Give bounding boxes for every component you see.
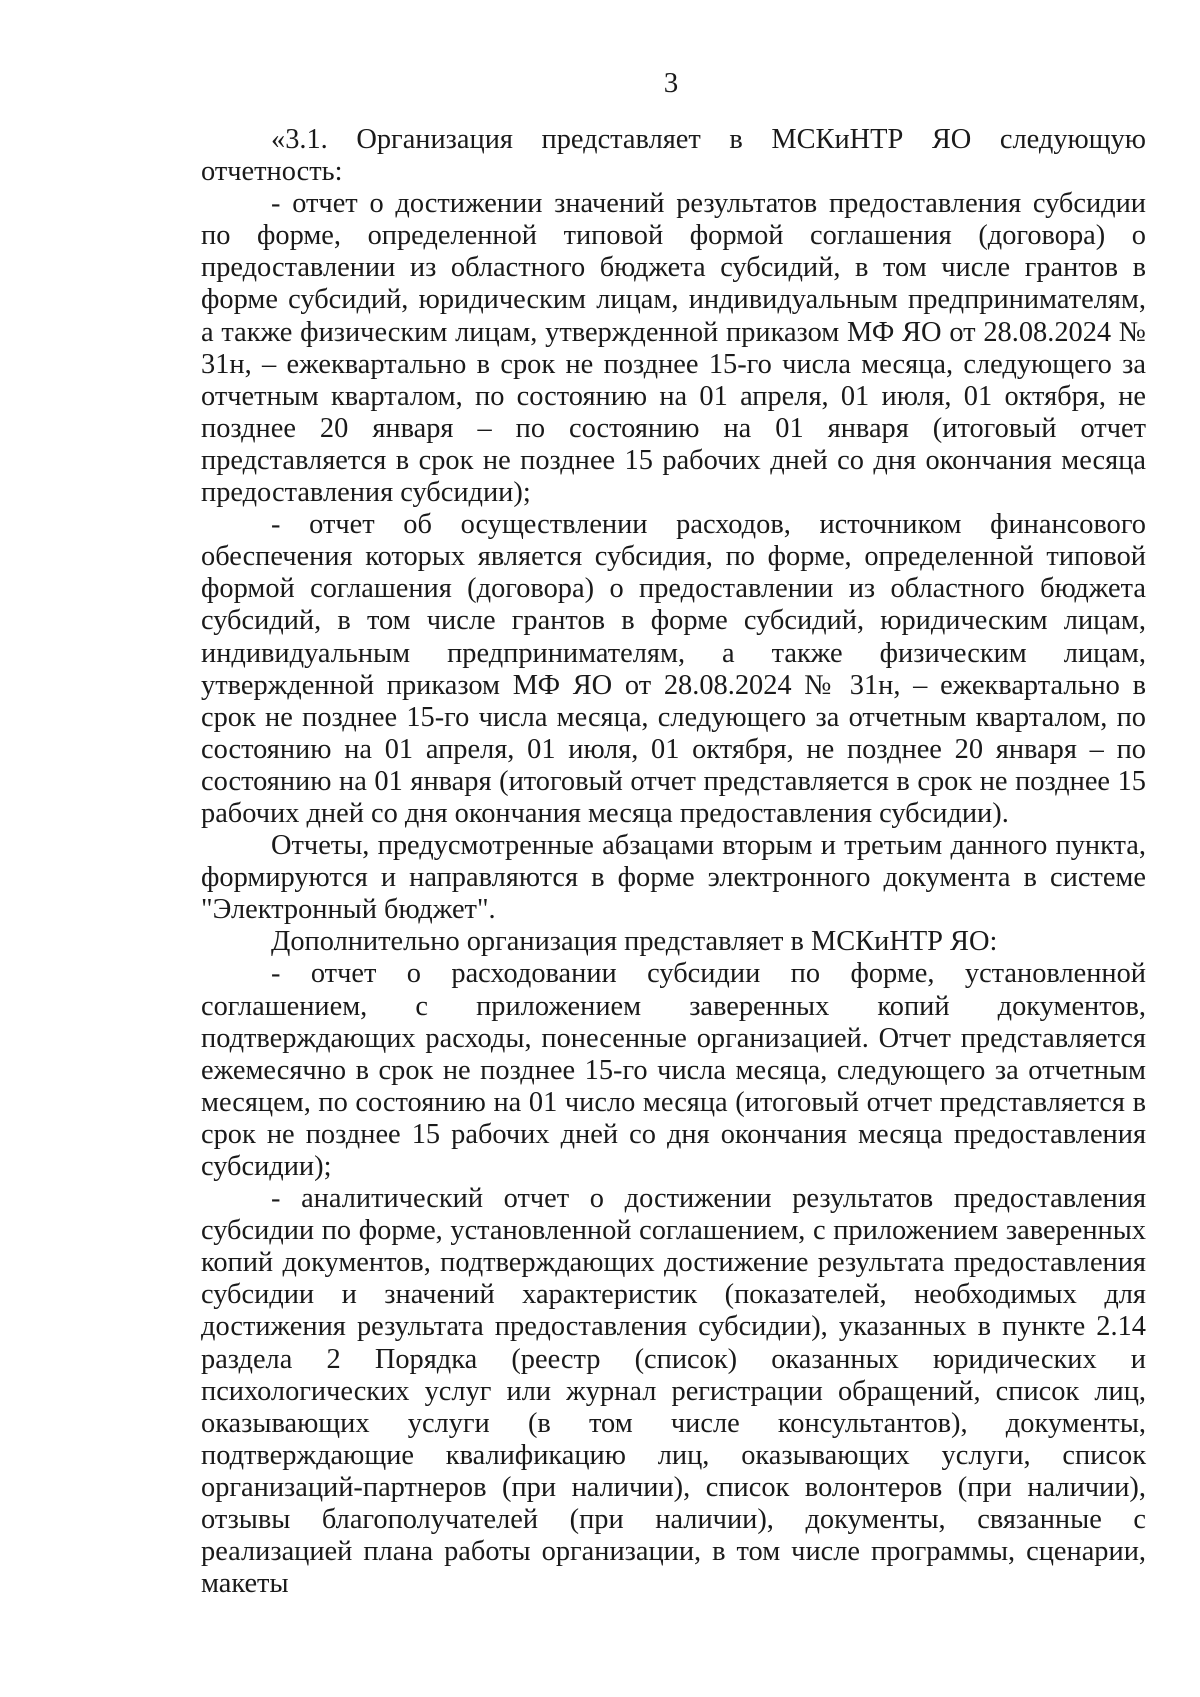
paragraph-additional-reports: Дополнительно организация представляет в МСКиНТР ЯО: bbox=[271, 926, 998, 958]
paragraph-section-3-1-intro: «3.1. Организация представляет в МСКиНТР ЯО следующую отчетность: bbox=[201, 124, 1146, 188]
paragraph-expenses-report: - отчет об осуществлении расходов, источником финансового обеспечения которых является субсидия, по форме, определенной типовой формой соглашения (договора) о предоставлении из областного бюджета субсидий, в том числе грантов в форме субсидий, юридическим лицам, индивидуальным предпринимателям, а также физическим лицам, утвержденной приказом МФ ЯО от 28.08.2024 № 31н, – ежеквартально в срок не позднее 15-го числа месяца, следующего за отчетным кварталом, по состоянию на 01 апреля, 01 июля, 01 октября, не позднее 20 января – по состоянию на 01 января (итоговый отчет представляется в срок не позднее 15 рабочих дней со дня окончания месяца предоставления субсидии). bbox=[201, 509, 1146, 829]
paragraph-results-report: - отчет о достижении значений результатов предоставления субсидии по форме, определенной типовой формой соглашения (договора) о предоставлении из областного бюджета субсидий, в том числе грантов в форме субсидий, юридическим лицам, индивидуальным предпринимателям, а также физическим лицам, утвержденной приказом МФ ЯО от 28.08.2024 № 31н, – ежеквартально в срок не позднее 15-го числа месяца, следующего за отчетным кварталом, по состоянию на 01 апреля, 01 июля, 01 октября, не позднее 20 января – по состоянию на 01 января (итоговый отчет представляется в срок не позднее 15 рабочих дней со дня окончания месяца предоставления субсидии); bbox=[201, 188, 1146, 509]
paragraph-monthly-spending-report: - отчет о расходовании субсидии по форме, установленной соглашением, с приложением заверенных копий документов, подтверждающих расходы, понесенные организацией. Отчет представляется ежемесячно в срок не позднее 15-го числа месяца, следующего за отчетным месяцем, по состоянию на 01 число месяца (итоговый отчет представляется в срок не позднее 15 рабочих дней со дня окончания месяца предоставления субсидии); bbox=[201, 958, 1146, 1182]
paragraph-analytical-report: - аналитический отчет о достижении результатов предоставления субсидии по форме, установленной соглашением, с приложением заверенных копий документов, подтверждающих достижение результата предоставления субсидии и значений характеристик (показателей, необходимых для достижения результата предоставления субсидии), указанных в пункте 2.14 раздела 2 Порядка (реестр (список) оказанных юридических и психологических услуг или журнал регистрации обращений, список лиц, оказывающих услуги (в том числе консультантов), документы, подтверждающие квалификацию лиц, оказывающих услуги, список организаций-партнеров (при наличии), список волонтеров (при наличии), отзывы благополучателей (при наличии), документы, связанные с реализацией плана работы организации, в том числе программы, сценарии, макеты bbox=[201, 1183, 1146, 1600]
paragraph-electronic-budget: Отчеты, предусмотренные абзацами вторым и третьим данного пункта, формируются и направляются в форме электронного документа в системе "Электронный бюджет". bbox=[201, 830, 1146, 926]
page-number: 3 bbox=[663, 67, 679, 99]
document-body bbox=[201, 124, 1146, 1600]
